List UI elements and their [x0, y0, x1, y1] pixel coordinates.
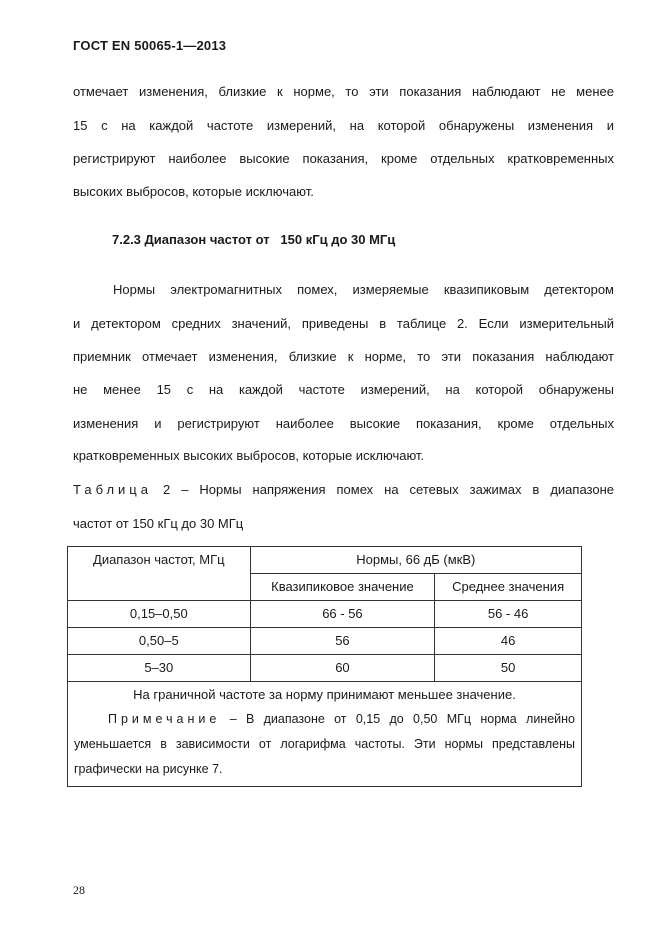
section-number: 7.2.3 — [112, 232, 141, 247]
table-caption-label: Таблица — [73, 482, 152, 497]
boundary-note: На граничной частоте за норму принимают меньшее значение. — [133, 687, 516, 702]
table-caption-line: частот от 150 кГц до 30 МГц — [73, 516, 244, 531]
paragraph-line: высоких выбросов, которые исключают. — [73, 184, 314, 199]
document-header: ГОСТ EN 50065-1—2013 — [73, 38, 227, 53]
table-caption-text: 2 – Нормы напряжения помех на сетевых зажимах в диапазоне — [162, 482, 614, 497]
cell-range: 0,15–0,50 — [68, 601, 251, 628]
table-notes-row — [68, 682, 582, 787]
paragraph-line: и детектором средних значений, приведены в таблице 2. Если измерительный — [73, 316, 614, 331]
note-line: уменьшается в зависимости от логарифма частоты. Эти нормы представлены — [74, 737, 575, 751]
section-title: Диапазон частот от 150 кГц до 30 МГц — [144, 232, 396, 247]
norms-table — [67, 546, 582, 787]
note-text: – В диапазоне от 0,15 до 0,50 МГц норма линейно — [229, 712, 575, 726]
paragraph-line: отмечает изменения, близкие к норме, то эти показания наблюдают не менее — [73, 84, 614, 99]
table-header-row — [68, 547, 582, 574]
paragraph-line: Нормы электромагнитных помех, измеряемые квазипиковым детектором — [113, 282, 614, 297]
paragraph-line: регистрируют наиболее высокие показания, кроме отдельных кратковременных — [73, 151, 614, 166]
paragraph-line: изменения и регистрируют наиболее высокие показания, кроме отдельных — [73, 416, 614, 431]
cell-average: 46 — [435, 628, 582, 655]
note-line — [74, 707, 575, 732]
header-quasi-peak: Квазипиковое значение — [250, 574, 435, 601]
note-label: Примечание — [108, 712, 221, 726]
header-average: Среднее значения — [435, 574, 582, 601]
cell-quasi-peak: 66 - 56 — [250, 601, 435, 628]
note-line: графически на рисунке 7. — [74, 762, 223, 776]
table-caption-line — [73, 480, 614, 500]
table-row — [68, 601, 582, 628]
paragraph-line: 15 с на каждой частоте измерений, на которой обнаружены изменения и — [73, 118, 614, 133]
cell-quasi-peak: 60 — [250, 655, 435, 682]
section-heading — [112, 232, 395, 247]
cell-range: 5–30 — [68, 655, 251, 682]
paragraph-line: не менее 15 с на каждой частоте измерений, на которой обнаружены — [73, 382, 614, 397]
table-caption — [73, 480, 614, 540]
cell-range: 0,50–5 — [68, 628, 251, 655]
header-norms: Нормы, 66 дБ (мкВ) — [250, 547, 581, 574]
header-frequency-range: Диапазон частот, МГц — [68, 547, 251, 601]
table-notes — [68, 682, 582, 787]
paragraph-line: приемник отмечает изменения, близкие к норме, то эти показания наблюдают — [73, 349, 614, 364]
cell-quasi-peak: 56 — [250, 628, 435, 655]
page-number: 28 — [73, 883, 85, 897]
paragraph-norms — [73, 280, 614, 470]
paragraph-line: кратковременных высоких выбросов, которые исключают. — [73, 448, 425, 463]
cell-average: 56 - 46 — [435, 601, 582, 628]
paragraph-continuation — [73, 82, 614, 202]
table-row — [68, 655, 582, 682]
table-row — [68, 628, 582, 655]
cell-average: 50 — [435, 655, 582, 682]
